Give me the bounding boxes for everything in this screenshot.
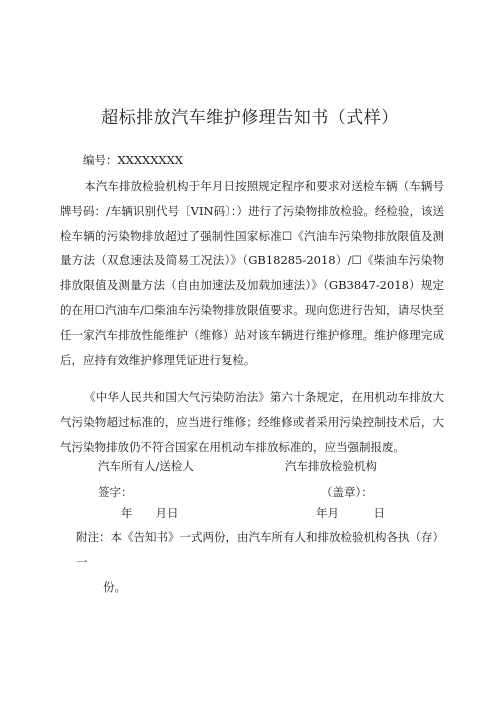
- seal-field-label: （盖章）：: [321, 485, 373, 499]
- serial-number: 编号：XXXXXXXX: [83, 153, 183, 167]
- agency-date: 年月 日: [316, 506, 385, 520]
- footnote: [76, 525, 446, 600]
- signature-field-label: 签字：: [98, 485, 133, 499]
- agency-label: 汽车排放检验机构: [285, 459, 377, 473]
- law-paragraph-text: 《中华人民共和国大气污染防治法》第六十条规定，在用机动车排放大气污染物超过标准的，应当进行维修；经维修或者采用污染控制技术后，大气污染物排放仍不符合国家在用机动车排放标准的，应当强制报废。: [60, 390, 444, 454]
- owner-date: 年 月日: [121, 506, 179, 520]
- notice-paragraph-text: 本汽车排放检验机构于年月日按照规定程序和要求对送检车辆（车辆号牌号码：/车辆识别代号〔VIN码〕：）进行了污染物排放检验。经检验，该送检车辆的污染物排放超过了强制性国家标准☐《汽油车污染物排放限值及测量方法（双怠速法及简易工况法）》（GB18285-2018）/☐《柴油车污染物排放限值及测量方法（自由加速法及加载加速法）》（GB3847-2018）规定的在用☐汽油车/☐柴油车污染物排放限值要求。现向您进行告知，请尽快至任一家汽车排放性能维护（维修）站对该车辆进行维护修理。维护修理完成后，应持有效维护修理凭证进行复检。: [60, 179, 444, 367]
- document-title: 超标排放汽车维护修理告知书（式样）: [101, 108, 399, 128]
- law-paragraph: [60, 385, 444, 459]
- notice-paragraph: [60, 174, 444, 372]
- owner-label: 汽车所有人/送检人: [98, 459, 194, 473]
- footnote-line: 附注：本《告知书》一式两份，由汽车所有人和排放检验机构各执（存）一: [76, 530, 444, 569]
- footnote-continuation: 份。: [103, 580, 126, 594]
